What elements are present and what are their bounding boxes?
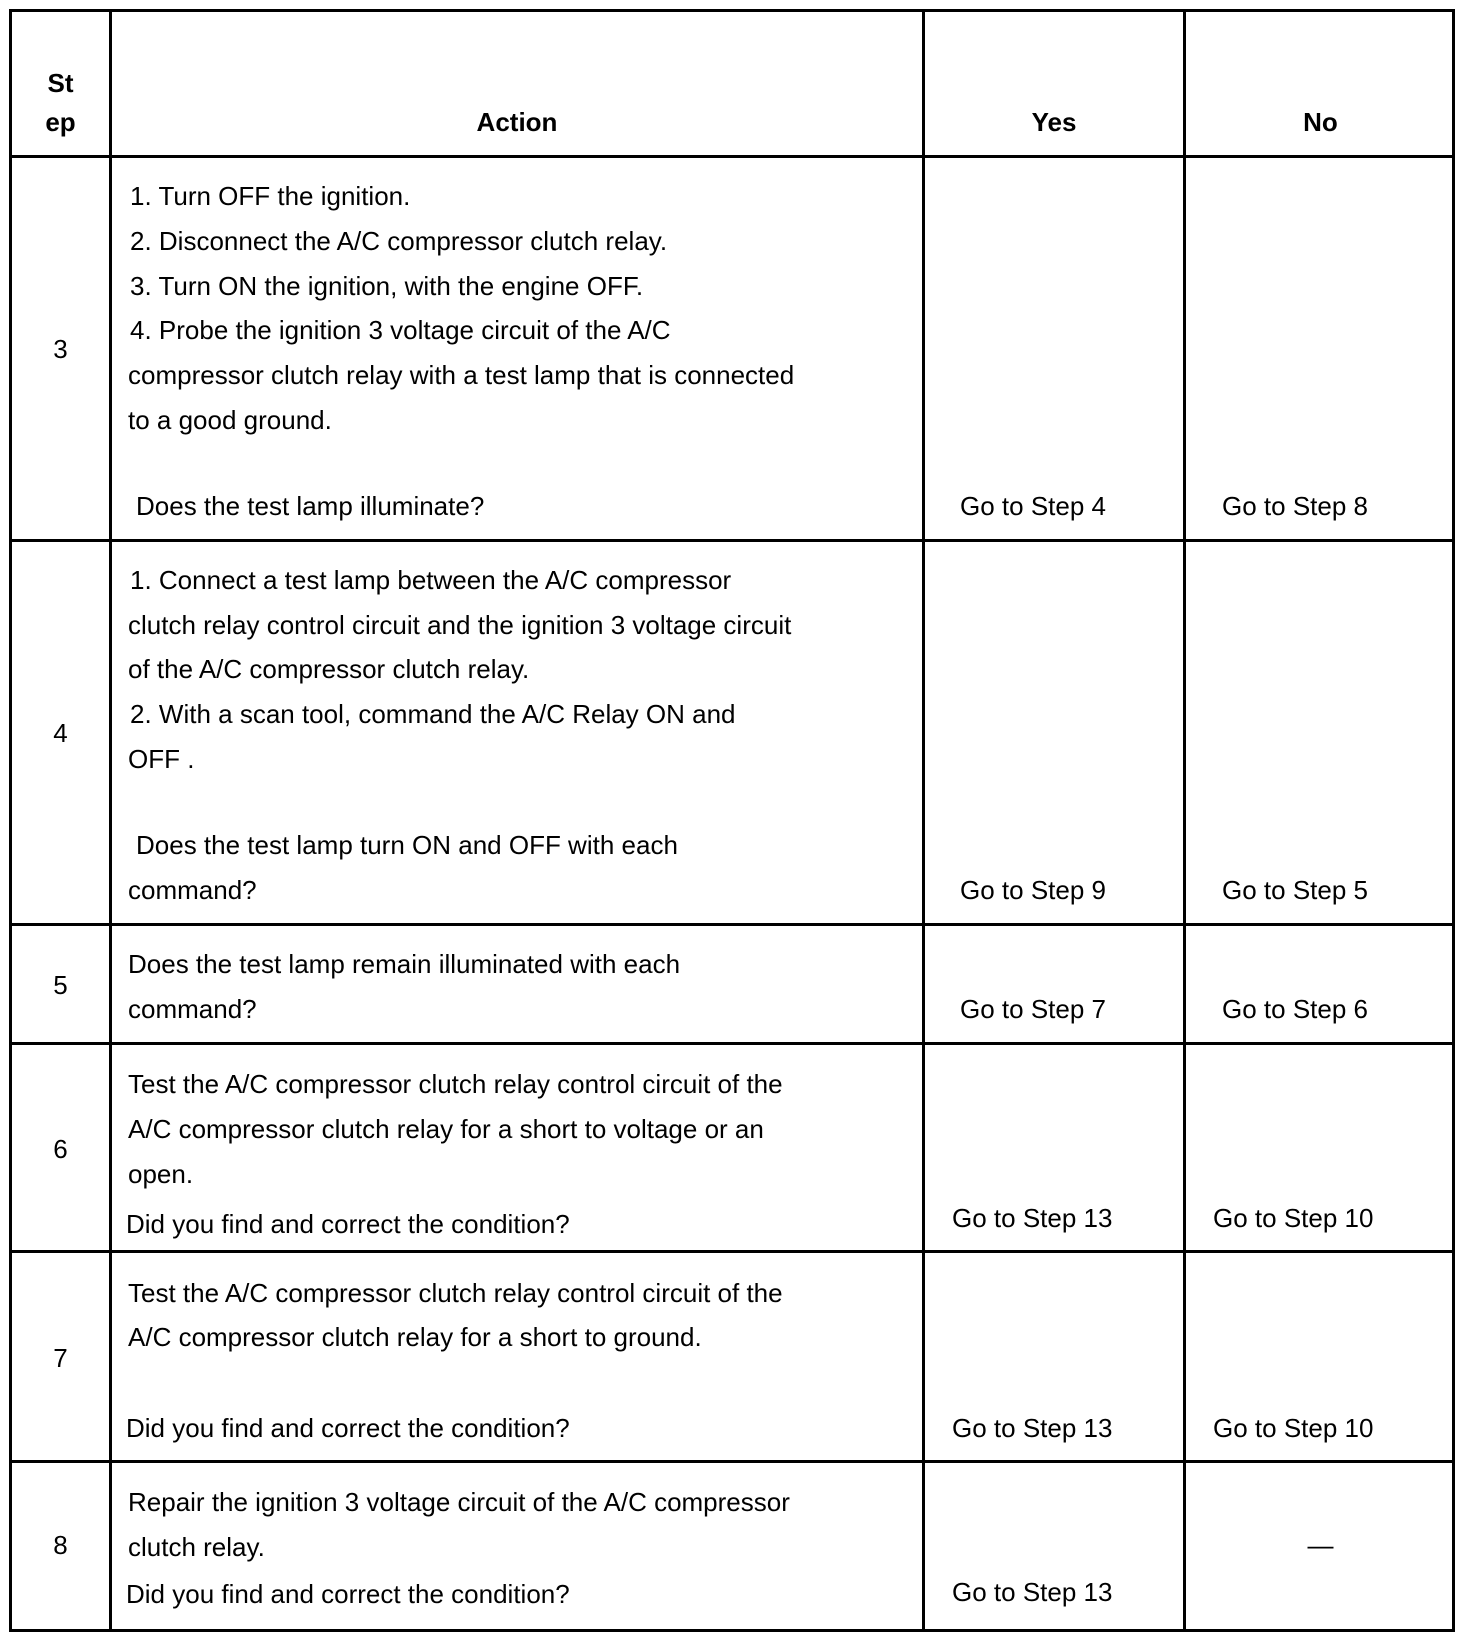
step-number: 5 [53, 970, 68, 1000]
action-line: 1. Turn OFF the ignition. [130, 181, 411, 211]
no-result: Go to Step 6 [1222, 994, 1368, 1024]
action-line: A/C compressor clutch relay for a short to voltage or an [128, 1114, 764, 1144]
header-step-line2: ep [45, 107, 76, 137]
action-question: Did you find and correct the condition? [126, 1413, 570, 1443]
action-question: Does the test lamp turn ON and OFF with each [136, 830, 678, 860]
action-line: 3. Turn ON the ignition, with the engine OFF. [130, 271, 644, 301]
action-line: command? [128, 994, 257, 1024]
header-action: Action [476, 107, 558, 137]
action-line: open. [128, 1159, 194, 1189]
action-line: A/C compressor clutch relay for a short to ground. [128, 1322, 702, 1352]
no-result: Go to Step 10 [1213, 1203, 1374, 1233]
column-divider [922, 9, 925, 1632]
action-line: 4. Probe the ignition 3 voltage circuit of the A/C [130, 315, 671, 345]
step-number: 3 [53, 334, 68, 364]
action-question: Does the test lamp illuminate? [136, 491, 485, 521]
no-result: Go to Step 10 [1213, 1413, 1374, 1443]
action-line: Test the A/C compressor clutch relay control circuit of the [128, 1278, 783, 1308]
action-question: command? [128, 875, 257, 905]
action-question: Did you find and correct the condition? [126, 1579, 570, 1609]
header-yes: Yes [1031, 107, 1077, 137]
action-line: 2. Disconnect the A/C compressor clutch relay. [130, 226, 668, 256]
no-result: Go to Step 5 [1222, 875, 1368, 905]
yes-result: Go to Step 13 [952, 1413, 1113, 1443]
step-number: 8 [53, 1530, 68, 1560]
action-line: of the A/C compressor clutch relay. [128, 654, 530, 684]
yes-result: Go to Step 7 [960, 994, 1106, 1024]
yes-result: Go to Step 13 [952, 1577, 1113, 1607]
row-divider [9, 923, 1455, 926]
action-line: Repair the ignition 3 voltage circuit of the A/C compressor [128, 1487, 790, 1517]
row-divider [9, 1460, 1455, 1463]
step-number: 4 [53, 718, 68, 748]
action-line: clutch relay control circuit and the ignition 3 voltage circuit [128, 610, 792, 640]
row-divider [9, 1042, 1455, 1045]
header-no: No [1303, 107, 1338, 137]
action-line: 1. Connect a test lamp between the A/C compressor [130, 565, 732, 595]
no-result: — [1307, 1530, 1334, 1560]
action-line: clutch relay. [128, 1532, 265, 1562]
step-number: 7 [53, 1343, 68, 1373]
step-number: 6 [53, 1134, 68, 1164]
yes-result: Go to Step 13 [952, 1203, 1113, 1233]
action-line: Does the test lamp remain illuminated with each [128, 949, 681, 979]
yes-result: Go to Step 4 [960, 491, 1106, 521]
no-result: Go to Step 8 [1222, 491, 1368, 521]
header-step-line1: St [47, 68, 74, 98]
action-line: compressor clutch relay with a test lamp that is connected [128, 360, 795, 390]
action-line: Test the A/C compressor clutch relay control circuit of the [128, 1069, 783, 1099]
yes-result: Go to Step 9 [960, 875, 1106, 905]
row-divider [9, 155, 1455, 158]
action-line: OFF . [128, 744, 195, 774]
column-divider [109, 9, 112, 1632]
row-divider [9, 539, 1455, 542]
action-line: 2. With a scan tool, command the A/C Relay ON and [130, 699, 736, 729]
action-question: Did you find and correct the condition? [126, 1209, 570, 1239]
action-line: to a good ground. [128, 405, 332, 435]
row-divider [9, 1250, 1455, 1253]
column-divider [1183, 9, 1186, 1632]
